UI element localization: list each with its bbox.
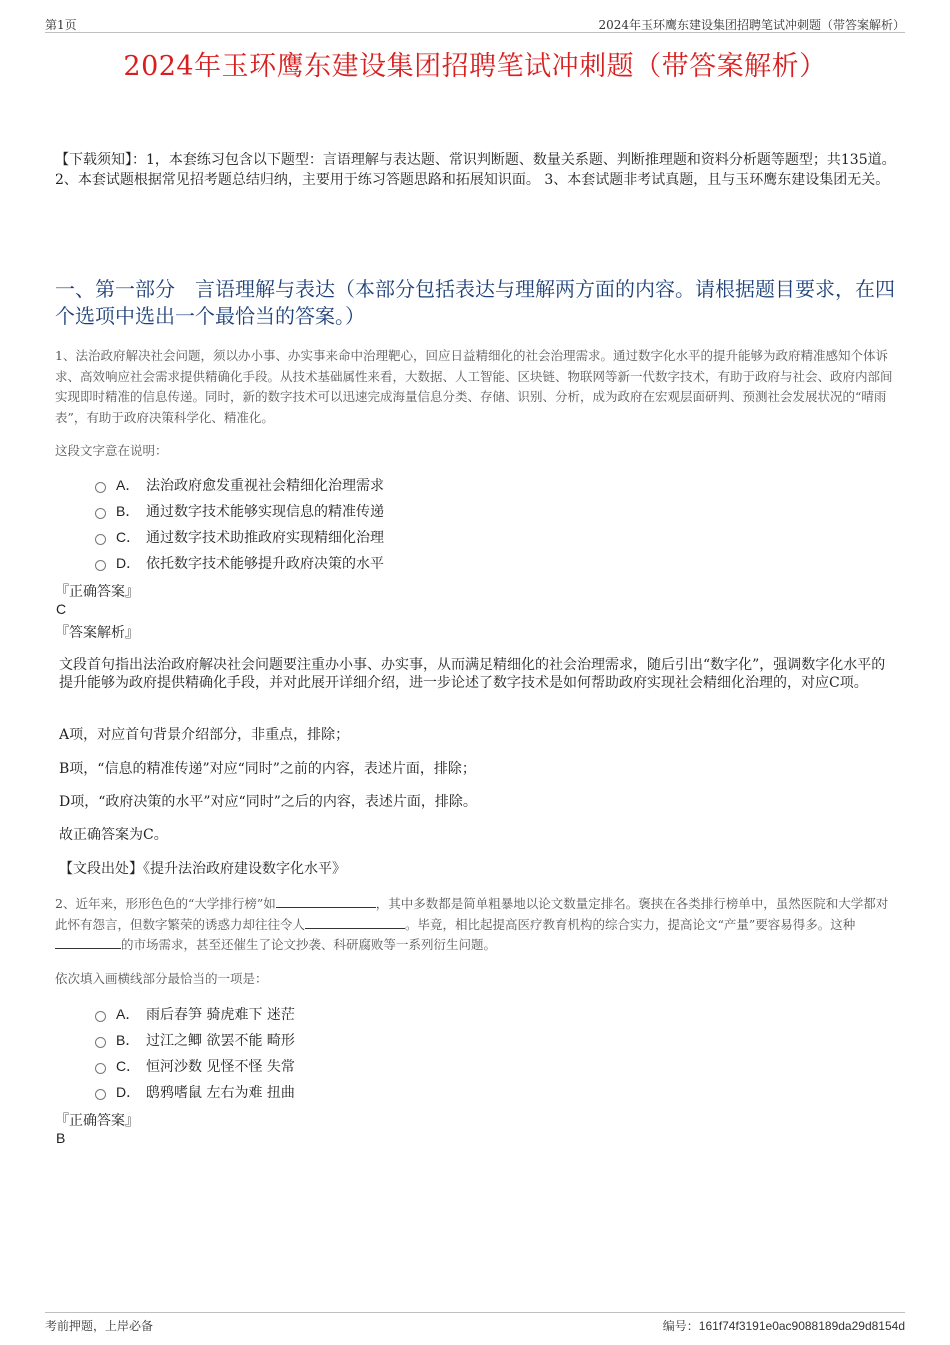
question-2-text: 2、近年来，形形色色的“大学排行榜”如 ，其中多数都是简单粗暴地以论文数量定排名。褒挟在各类排行榜单中，虽然医院和大学都对此怀有怨言，但数字繁荣的诱惑力却往往令人 。毕竟，相比起提高医疗教育机构的综合实力，提高论文“产量”要容易得多。这种的市场需求，甚至还催生了论文抄袭、科研腐败等一系列衍生问题。: [55, 896, 889, 952]
page-title: 2024年玉环鹰东建设集团招聘笔试冲刺题（带答案解析）: [123, 51, 827, 82]
option-d[interactable]: D． 依托数字技术能够提升政府决策的水平: [95, 550, 695, 576]
fill-blank-3: [55, 936, 121, 949]
radio-icon[interactable]: [95, 1089, 106, 1100]
answer-value: B: [56, 1130, 66, 1146]
analysis-conclusion: 故正确答案为C。: [59, 827, 168, 843]
analysis-option-d: D项，“政府决策的水平”对应“同时”之后的内容，表述片面，排除。: [59, 794, 477, 810]
page-header: [45, 14, 905, 33]
analysis-option-b: B项，“信息的精准传递”对应“同时”之前的内容，表述片面，排除；: [59, 761, 476, 777]
fill-blank-1: [276, 895, 376, 908]
radio-icon[interactable]: [95, 534, 106, 545]
analysis-option-a: A项，对应首句背景介绍部分，非重点，排除；: [59, 727, 350, 743]
section-heading: 一、第一部分 言语理解与表达（本部分包括表达与理解两方面的内容。请根据题目要求，在四个选项中选出一个最恰当的答案。）: [55, 277, 895, 328]
radio-icon[interactable]: [95, 508, 106, 519]
option-a[interactable]: A． 法治政府愈发重视社会精细化治理需求: [95, 472, 695, 498]
radio-icon[interactable]: [95, 1037, 106, 1048]
source-citation: 【文段出处】《提升法治政府建设数字化水平》: [59, 861, 346, 877]
option-d[interactable]: D． 鸱鸦嗜鼠 左右为难 扭曲: [95, 1079, 695, 1105]
page-number: 第1页: [45, 18, 77, 32]
question-1-options: [95, 472, 695, 576]
answer-value: C: [56, 601, 67, 617]
radio-icon[interactable]: [95, 1011, 106, 1022]
option-b[interactable]: B． 通过数字技术能够实现信息的精准传递: [95, 498, 695, 524]
question-2-prompt: 依次填入画横线部分最恰当的一项是：: [55, 971, 268, 986]
option-c[interactable]: C． 通过数字技术助推政府实现精细化治理: [95, 524, 695, 550]
analysis-label: 『答案解析』: [55, 625, 139, 641]
option-a[interactable]: A． 雨后春笋 骑虎难下 迷茫: [95, 1001, 695, 1027]
answer-label: 『正确答案』: [55, 584, 139, 600]
page-footer: [45, 1312, 905, 1335]
option-b[interactable]: B． 过江之鲫 欲罢不能 畸形: [95, 1027, 695, 1053]
radio-icon[interactable]: [95, 560, 106, 571]
radio-icon[interactable]: [95, 482, 106, 493]
answer-label: 『正确答案』: [55, 1113, 139, 1129]
option-c[interactable]: C． 恒河沙数 见怪不怪 失常: [95, 1053, 695, 1079]
header-doc-title: 2024年玉环鹰东建设集团招聘笔试冲刺题（带答案解析）: [598, 18, 905, 32]
footer-code: 编号：161f74f3191e0ac9088189da29d8154d: [662, 1319, 905, 1333]
fill-blank-2: [305, 916, 405, 929]
analysis-paragraph: 文段首句指出法治政府解决社会问题要注重办小事、办实事，从而满足精细化的社会治理需求，随后引出“数字化”，强调数字化水平的提升能够为政府提供精确化手段，并对此展开详细介绍，进一步论述了数字技术是如何帮助政府实现社会精细化治理的，对应C项。: [59, 657, 886, 691]
question-1-prompt: 这段文字意在说明：: [55, 443, 168, 458]
footer-slogan: 考前押题，上岸必备: [45, 1319, 154, 1333]
question-2-options: [95, 1001, 695, 1105]
question-1-text: 1、法治政府解决社会问题，须以办小事、办实事来命中治理靶心，回应日益精细化的社会治理需求。通过数字化水平的提升能够为政府精准感知个体诉求、高效响应社会需求提供精确化手段。从技术基础属性来看，大数据、人工智能、区块链、物联网等新一代数字技术，有助于政府与社会、政府内部间实现即时精准的信息传递。同时，新的数字技术可以迅速完成海量信息分类、存储、识别、分析，成为政府在宏观层面研判、预测社会发展状况的“晴雨表”，有助于政府决策科学化、精准化。: [55, 348, 893, 425]
radio-icon[interactable]: [95, 1063, 106, 1074]
download-notice: 【下载须知】：1，本套练习包含以下题型：言语理解与表达题、常识判断题、数量关系题、判断推理题和资料分析题等题型；共135道。 2、本套试题根据常见招考题总结归纳，主要用于练习答题思路和拓展知识面。 3、本套试题非考试真题，且与玉环鹰东建设集团无关。: [55, 152, 896, 188]
